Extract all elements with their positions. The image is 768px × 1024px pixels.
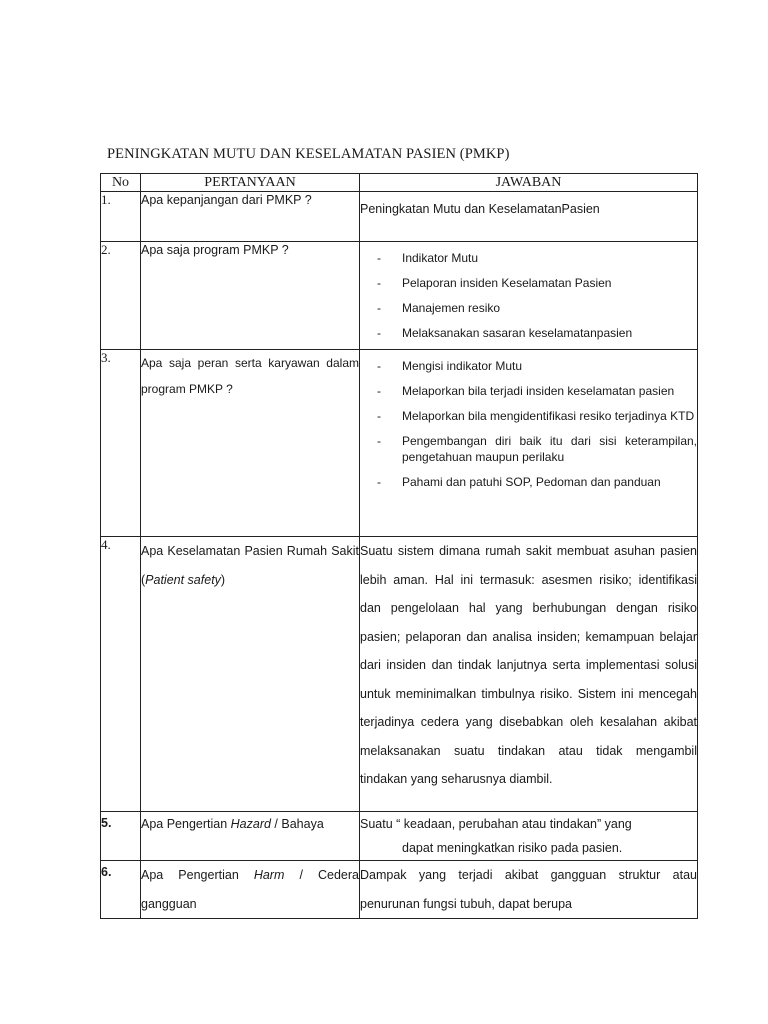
answer-line: Suatu “ keadaan, perubahan atau tindakan” yang — [360, 817, 632, 831]
answer-text: Peningkatan Mutu dan KeselamatanPasien — [360, 202, 600, 216]
question-text: Apa Pengertian — [141, 817, 231, 831]
row-number: 6. — [101, 861, 141, 919]
question-text: Apa Pengertian — [141, 868, 254, 882]
question-cell: Apa saja peran serta karyawan dalam program PMKP ? — [141, 350, 360, 537]
list-item: - Manajemen resiko — [360, 300, 697, 316]
list-item: - Mengisi indikator Mutu — [360, 358, 697, 374]
question-cell — [141, 812, 360, 861]
question-cell — [141, 861, 360, 919]
list-item: - Pahami dan patuhi SOP, Pedoman dan panduan — [360, 474, 697, 490]
row-number: 2. — [101, 242, 141, 350]
question-italic-term: Patient safety — [145, 572, 221, 587]
question-cell: Apa kepanjangan dari PMKP ? — [141, 192, 360, 242]
answer-cell: Dampak yang terjadi akibat gangguan struktur atau penurunan fungsi tubuh, dapat berupa — [360, 861, 698, 919]
answer-cell — [360, 242, 698, 350]
list-item: - Pelaporan insiden Keselamatan Pasien — [360, 275, 697, 291]
answer-list — [360, 250, 697, 341]
row-number: 3. — [101, 350, 141, 537]
list-item: - Melaksanakan sasaran keselamatanpasien — [360, 325, 697, 341]
header-no: No — [101, 174, 141, 192]
answer-line: dapat meningkatkan risiko pada pasien. — [402, 841, 623, 855]
list-item: - Indikator Mutu — [360, 250, 697, 266]
row-number: 4. — [101, 537, 141, 812]
table-row — [101, 192, 698, 242]
answer-cell: Suatu sistem dimana rumah sakit membuat asuhan pasien lebih aman. Hal ini termasuk: asesmen risiko; identifikasi dan pengelolaan hal yang berhubungan dengan risiko pasien; pelaporan dan analisa insiden; kemampuan belajar dari insiden dan tindak lanjutnya serta implementasi solusi untuk meminimalkan timbulnya risiko. Sistem ini mencegah terjadinya cedera yang disebabkan oleh kesalahan akibat melaksanakan suatu tindakan atau tidak mengambil tindakan yang seharusnya diambil. — [360, 537, 698, 812]
question-text: Apa Keselamatan Pasien Rumah Sakit ( — [141, 544, 359, 587]
page-title: PENINGKATAN MUTU DAN KESELAMATAN PASIEN (PMKP) — [107, 146, 510, 162]
question-italic-term: Hazard — [230, 817, 271, 831]
question-text-suffix: / Bahaya — [270, 817, 324, 831]
answer-cell — [360, 192, 698, 242]
question-cell: Apa saja program PMKP ? — [141, 242, 360, 350]
question-text-suffix: ) — [220, 572, 226, 587]
table-row — [101, 242, 698, 350]
list-item: - Melaporkan bila terjadi insiden keselamatan pasien — [360, 383, 697, 399]
table-row — [101, 861, 698, 919]
row-number: 1. — [101, 192, 141, 242]
qa-table — [100, 173, 698, 919]
question-text-suffix: / Cedera gangguan — [141, 868, 359, 911]
answer-cell — [360, 812, 698, 861]
row-number: 5. — [101, 812, 141, 861]
list-item: - Pengembangan diri baik itu dari sisi keterampilan, pengetahuan maupun perilaku — [360, 433, 697, 465]
table-row — [101, 537, 698, 812]
list-item: - Melaporkan bila mengidentifikasi resiko terjadinya KTD — [360, 408, 697, 424]
header-question: PERTANYAAN — [141, 174, 360, 192]
table-row — [101, 350, 698, 537]
answer-cell — [360, 350, 698, 537]
table-row — [101, 812, 698, 861]
table-header-row — [101, 174, 698, 192]
answer-list — [360, 358, 697, 490]
header-answer: JAWABAN — [360, 174, 698, 192]
question-cell — [141, 537, 360, 812]
question-italic-term: Harm — [253, 868, 285, 882]
